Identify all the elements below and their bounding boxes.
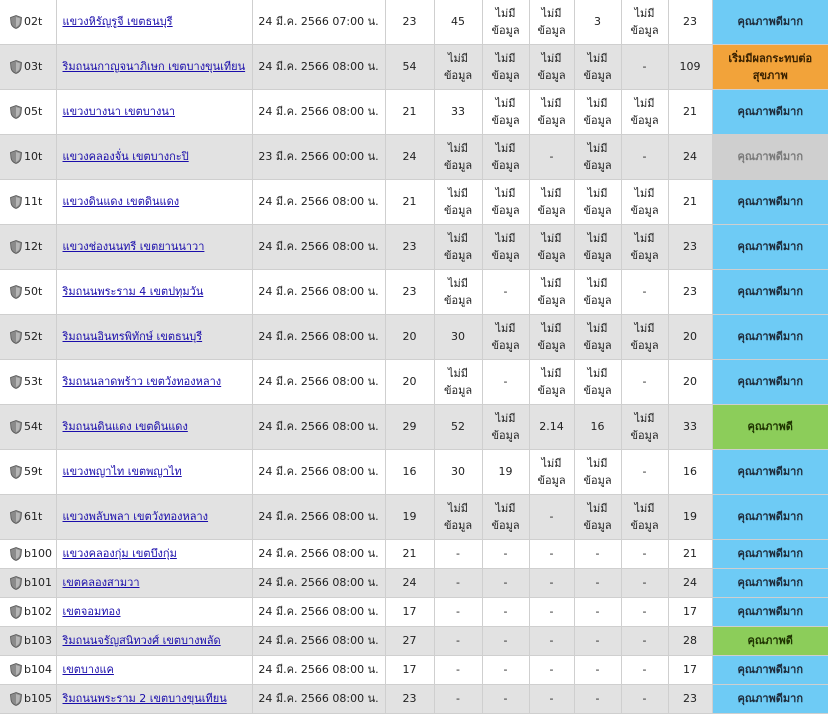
value-cell-v5: ไม่มี ข้อมูล [574,314,621,359]
value-cell-v4: - [529,539,574,568]
value-cell-v3: - [482,655,529,684]
station-link[interactable]: ริมถนนลาดพร้าว เขตวังทองหลาง [62,375,222,388]
station-id-cell [0,404,56,449]
quality-badge: คุณภาพดี [712,626,828,655]
station-id-cell [0,597,56,626]
station-name-cell [56,314,252,359]
value-cell-v4: ไม่มี ข้อมูล [529,44,574,89]
quality-badge: คุณภาพดี [712,404,828,449]
value-cell-v1: 21 [385,89,434,134]
shield-icon [10,285,22,299]
value-cell-v3: - [482,568,529,597]
table-row [0,0,828,44]
value-cell-v2: - [434,597,482,626]
value-cell-v2: ไม่มี ข้อมูล [434,494,482,539]
value-cell-v7: 33 [668,404,712,449]
shield-icon [10,465,22,479]
station-link[interactable]: แขวงช่องนนทรี เขตยานนาวา [62,240,205,253]
value-cell-v5: ไม่มี ข้อมูล [574,449,621,494]
station-id-cell [0,89,56,134]
table-row [0,134,828,179]
station-id: 50t [24,285,43,298]
station-id: 03t [24,60,43,73]
station-link[interactable]: แขวงพญาไท เขตพญาไท [62,465,182,478]
shield-icon [10,375,22,389]
station-id: b104 [24,663,52,676]
value-cell-v2: 30 [434,314,482,359]
table-row [0,224,828,269]
station-id: b100 [24,547,52,560]
station-id-cell [0,179,56,224]
value-cell-v6: - [621,626,668,655]
value-cell-v5: ไม่มี ข้อมูล [574,269,621,314]
station-id: 61t [24,510,43,523]
table-row [0,269,828,314]
value-cell-v7: 19 [668,494,712,539]
quality-badge: เริ่มมีผลกระทบต่อ สุขภาพ [712,44,828,89]
update-time: 24 มี.ค. 2566 08:00 น. [252,494,385,539]
station-name-cell [56,0,252,44]
value-cell-v5: ไม่มี ข้อมูล [574,134,621,179]
station-link[interactable]: แขวงหิรัญรูจี เขตธนบุรี [62,15,173,29]
value-cell-v3: - [482,626,529,655]
value-cell-v6: - [621,539,668,568]
table-row [0,626,828,655]
value-cell-v6: - [621,655,668,684]
value-cell-v1: 54 [385,44,434,89]
station-link[interactable]: ริมถนนดินแดง เขตดินแดง [62,420,188,433]
value-cell-v4: - [529,568,574,597]
quality-badge: คุณภาพดีมาก [712,89,828,134]
value-cell-v7: 17 [668,597,712,626]
shield-icon [10,663,22,677]
station-id: 59t [24,465,43,478]
station-id-cell [0,44,56,89]
value-cell-v6: ไม่มี ข้อมูล [621,224,668,269]
quality-badge: คุณภาพดีมาก [712,449,828,494]
value-cell-v4: - [529,134,574,179]
value-cell-v6: ไม่มี ข้อมูล [621,0,668,44]
value-cell-v3: - [482,359,529,404]
table-row [0,597,828,626]
value-cell-v2: - [434,568,482,597]
value-cell-v1: 20 [385,359,434,404]
value-cell-v2: 30 [434,449,482,494]
value-cell-v3: - [482,269,529,314]
update-time: 24 มี.ค. 2566 08:00 น. [252,626,385,655]
value-cell-v7: 21 [668,89,712,134]
update-time: 24 มี.ค. 2566 08:00 น. [252,597,385,626]
value-cell-v7: 20 [668,359,712,404]
value-cell-v6: - [621,568,668,597]
update-time: 24 มี.ค. 2566 08:00 น. [252,314,385,359]
quality-badge: คุณภาพดีมาก [712,134,828,179]
update-time: 24 มี.ค. 2566 08:00 น. [252,179,385,224]
update-time: 24 มี.ค. 2566 08:00 น. [252,655,385,684]
station-id: b105 [24,692,52,705]
value-cell-v4: ไม่มี ข้อมูล [529,359,574,404]
station-name-cell [56,597,252,626]
value-cell-v3: ไม่มี ข้อมูล [482,134,529,179]
value-cell-v1: 27 [385,626,434,655]
shield-icon [10,692,22,706]
value-cell-v2: 52 [434,404,482,449]
station-id: 11t [24,195,43,208]
value-cell-v2: 33 [434,89,482,134]
station-id-cell [0,224,56,269]
value-cell-v7: 17 [668,655,712,684]
value-cell-v7: 21 [668,179,712,224]
value-cell-v4: 2.14 [529,404,574,449]
shield-icon [10,240,22,254]
quality-badge: คุณภาพดีมาก [712,179,828,224]
station-link[interactable]: แขวงพลับพลา เขตวังทองหลาง [62,510,209,523]
value-cell-v5: - [574,626,621,655]
station-name-cell [56,539,252,568]
shield-icon [10,634,22,648]
update-time: 24 มี.ค. 2566 08:00 น. [252,359,385,404]
table-row [0,539,828,568]
shield-icon [10,547,22,561]
value-cell-v1: 23 [385,269,434,314]
station-link[interactable]: เขตคลองสามวา [62,576,140,589]
value-cell-v6: - [621,597,668,626]
shield-icon [10,420,22,434]
shield-icon [10,15,22,29]
value-cell-v3: ไม่มี ข้อมูล [482,44,529,89]
shield-icon [10,576,22,590]
value-cell-v3: ไม่มี ข้อมูล [482,404,529,449]
value-cell-v5: ไม่มี ข้อมูล [574,179,621,224]
value-cell-v7: 23 [668,269,712,314]
quality-badge: คุณภาพดีมาก [712,597,828,626]
station-link[interactable]: ริมถนนอินทรพิทักษ์ เขตธนบุรี [62,330,203,343]
station-id: 05t [24,105,43,118]
value-cell-v2: - [434,684,482,713]
table-row [0,179,828,224]
value-cell-v2: - [434,626,482,655]
shield-icon [10,195,22,209]
value-cell-v3: ไม่มี ข้อมูล [482,224,529,269]
value-cell-v5: - [574,655,621,684]
update-time: 24 มี.ค. 2566 08:00 น. [252,684,385,713]
station-id: 52t [24,330,43,343]
value-cell-v2: 45 [434,0,482,44]
value-cell-v1: 23 [385,224,434,269]
value-cell-v2: ไม่มี ข้อมูล [434,224,482,269]
value-cell-v3: - [482,684,529,713]
station-name-cell [56,269,252,314]
quality-badge: คุณภาพดีมาก [712,494,828,539]
value-cell-v5: 3 [574,0,621,44]
value-cell-v4: - [529,494,574,539]
value-cell-v4: ไม่มี ข้อมูล [529,269,574,314]
value-cell-v5: - [574,684,621,713]
update-time: 24 มี.ค. 2566 08:00 น. [252,89,385,134]
value-cell-v7: 24 [668,134,712,179]
value-cell-v5: ไม่มี ข้อมูล [574,44,621,89]
shield-icon [10,150,22,164]
station-id-cell [0,568,56,597]
station-name-cell [56,89,252,134]
value-cell-v7: 28 [668,626,712,655]
table-row [0,359,828,404]
value-cell-v5: 16 [574,404,621,449]
quality-badge: คุณภาพดีมาก [712,269,828,314]
value-cell-v2: ไม่มี ข้อมูล [434,359,482,404]
value-cell-v1: 24 [385,568,434,597]
station-id: 10t [24,150,43,163]
value-cell-v5: - [574,539,621,568]
station-id-cell [0,626,56,655]
value-cell-v4: - [529,626,574,655]
value-cell-v6: ไม่มี ข้อมูล [621,494,668,539]
station-name-cell [56,568,252,597]
value-cell-v1: 29 [385,404,434,449]
value-cell-v6: - [621,449,668,494]
station-id: b101 [24,576,52,589]
value-cell-v6: ไม่มี ข้อมูล [621,179,668,224]
value-cell-v1: 24 [385,134,434,179]
value-cell-v6: - [621,44,668,89]
table-row [0,404,828,449]
value-cell-v4: ไม่มี ข้อมูล [529,224,574,269]
value-cell-v7: 21 [668,539,712,568]
table-row [0,684,828,713]
value-cell-v5: ไม่มี ข้อมูล [574,359,621,404]
value-cell-v4: - [529,655,574,684]
station-id: 02t [24,15,43,29]
quality-badge: คุณภาพดีมาก [712,224,828,269]
value-cell-v4: ไม่มี ข้อมูล [529,0,574,44]
update-time: 24 มี.ค. 2566 08:00 น. [252,404,385,449]
update-time: 23 มี.ค. 2566 00:00 น. [252,134,385,179]
table-row [0,568,828,597]
update-time: 24 มี.ค. 2566 08:00 น. [252,449,385,494]
value-cell-v5: ไม่มี ข้อมูล [574,224,621,269]
station-id-cell [0,359,56,404]
station-name-cell [56,684,252,713]
value-cell-v2: ไม่มี ข้อมูล [434,179,482,224]
table-row [0,494,828,539]
station-name-cell [56,404,252,449]
value-cell-v4: - [529,597,574,626]
value-cell-v7: 16 [668,449,712,494]
value-cell-v7: 24 [668,568,712,597]
value-cell-v2: ไม่มี ข้อมูล [434,44,482,89]
station-link[interactable]: ริมถนนกาญจนาภิเษก เขตบางขุนเทียน [62,60,246,73]
update-time: 24 มี.ค. 2566 08:00 น. [252,539,385,568]
value-cell-v4: ไม่มี ข้อมูล [529,314,574,359]
value-cell-v3: ไม่มี ข้อมูล [482,314,529,359]
value-cell-v5: ไม่มี ข้อมูล [574,89,621,134]
station-id-cell [0,314,56,359]
value-cell-v7: 109 [668,44,712,89]
value-cell-v6: - [621,269,668,314]
station-link[interactable]: แขวงคลองจั่น เขตบางกะปิ [62,150,189,163]
shield-icon [10,510,22,524]
value-cell-v3: ไม่มี ข้อมูล [482,0,529,44]
station-id-cell [0,655,56,684]
station-id: 54t [24,420,43,433]
update-time: 24 มี.ค. 2566 08:00 น. [252,44,385,89]
value-cell-v1: 16 [385,449,434,494]
value-cell-v6: ไม่มี ข้อมูล [621,404,668,449]
station-link[interactable]: ริมถนนพระราม 2 เขตบางขุนเทียน [62,692,227,705]
station-link[interactable]: ริมถนนพระราม 4 เขตปทุมวัน [62,285,204,298]
value-cell-v5: - [574,568,621,597]
value-cell-v3: - [482,597,529,626]
station-name-cell [56,449,252,494]
value-cell-v2: ไม่มี ข้อมูล [434,134,482,179]
value-cell-v7: 23 [668,0,712,44]
station-id: b102 [24,605,52,618]
station-id-cell [0,684,56,713]
value-cell-v6: - [621,134,668,179]
station-link[interactable]: แขวงบางนา เขตบางนา [62,105,176,118]
table-row [0,89,828,134]
station-id-cell [0,134,56,179]
shield-icon [10,605,22,619]
value-cell-v1: 23 [385,684,434,713]
station-id-cell [0,269,56,314]
quality-badge: คุณภาพดีมาก [712,0,828,44]
value-cell-v4: ไม่มี ข้อมูล [529,449,574,494]
station-name-cell [56,224,252,269]
value-cell-v4: ไม่มี ข้อมูล [529,179,574,224]
table-row [0,655,828,684]
station-id-cell [0,494,56,539]
station-name-cell [56,44,252,89]
station-name-cell [56,626,252,655]
quality-badge: คุณภาพดีมาก [712,359,828,404]
update-time: 24 มี.ค. 2566 07:00 น. [252,0,385,44]
value-cell-v1: 21 [385,539,434,568]
value-cell-v3: ไม่มี ข้อมูล [482,494,529,539]
station-name-cell [56,494,252,539]
value-cell-v2: - [434,655,482,684]
station-id: 53t [24,375,43,388]
station-name-cell [56,655,252,684]
value-cell-v6: ไม่มี ข้อมูล [621,314,668,359]
value-cell-v1: 23 [385,0,434,44]
value-cell-v7: 23 [668,224,712,269]
value-cell-v2: ไม่มี ข้อมูล [434,269,482,314]
value-cell-v2: - [434,539,482,568]
quality-badge: คุณภาพดีมาก [712,539,828,568]
value-cell-v3: - [482,539,529,568]
value-cell-v5: - [574,597,621,626]
quality-badge: คุณภาพดีมาก [712,684,828,713]
station-name-cell [56,134,252,179]
shield-icon [10,330,22,344]
value-cell-v1: 21 [385,179,434,224]
value-cell-v5: ไม่มี ข้อมูล [574,494,621,539]
update-time: 24 มี.ค. 2566 08:00 น. [252,269,385,314]
station-name-cell [56,359,252,404]
table-row [0,314,828,359]
station-id-cell [0,539,56,568]
value-cell-v3: 19 [482,449,529,494]
value-cell-v6: - [621,684,668,713]
value-cell-v3: ไม่มี ข้อมูล [482,89,529,134]
station-link[interactable]: เขตจอมทอง [62,605,121,618]
update-time: 24 มี.ค. 2566 08:00 น. [252,224,385,269]
station-link[interactable]: เขตบางแค [62,663,114,676]
value-cell-v1: 17 [385,655,434,684]
station-name-cell [56,179,252,224]
quality-badge: คุณภาพดีมาก [712,314,828,359]
value-cell-v1: 20 [385,314,434,359]
table-row [0,449,828,494]
value-cell-v4: - [529,684,574,713]
value-cell-v1: 19 [385,494,434,539]
shield-icon [10,60,22,74]
value-cell-v7: 23 [668,684,712,713]
station-id-cell [0,449,56,494]
value-cell-v3: ไม่มี ข้อมูล [482,179,529,224]
table-row [0,44,828,89]
station-link[interactable]: ริมถนนจรัญสนิทวงศ์ เขตบางพลัด [62,634,221,647]
value-cell-v1: 17 [385,597,434,626]
shield-icon [10,105,22,119]
value-cell-v7: 20 [668,314,712,359]
station-id: b103 [24,634,52,647]
update-time: 24 มี.ค. 2566 08:00 น. [252,568,385,597]
quality-badge: คุณภาพดีมาก [712,655,828,684]
value-cell-v4: ไม่มี ข้อมูล [529,89,574,134]
station-link[interactable]: แขวงคลองกุ่ม เขตบึงกุ่ม [62,547,177,560]
quality-badge: คุณภาพดีมาก [712,568,828,597]
station-link[interactable]: แขวงดินแดง เขตดินแดง [62,195,180,208]
value-cell-v6: ไม่มี ข้อมูล [621,89,668,134]
station-id-cell [0,0,56,44]
station-id: 12t [24,240,43,253]
value-cell-v6: - [621,359,668,404]
